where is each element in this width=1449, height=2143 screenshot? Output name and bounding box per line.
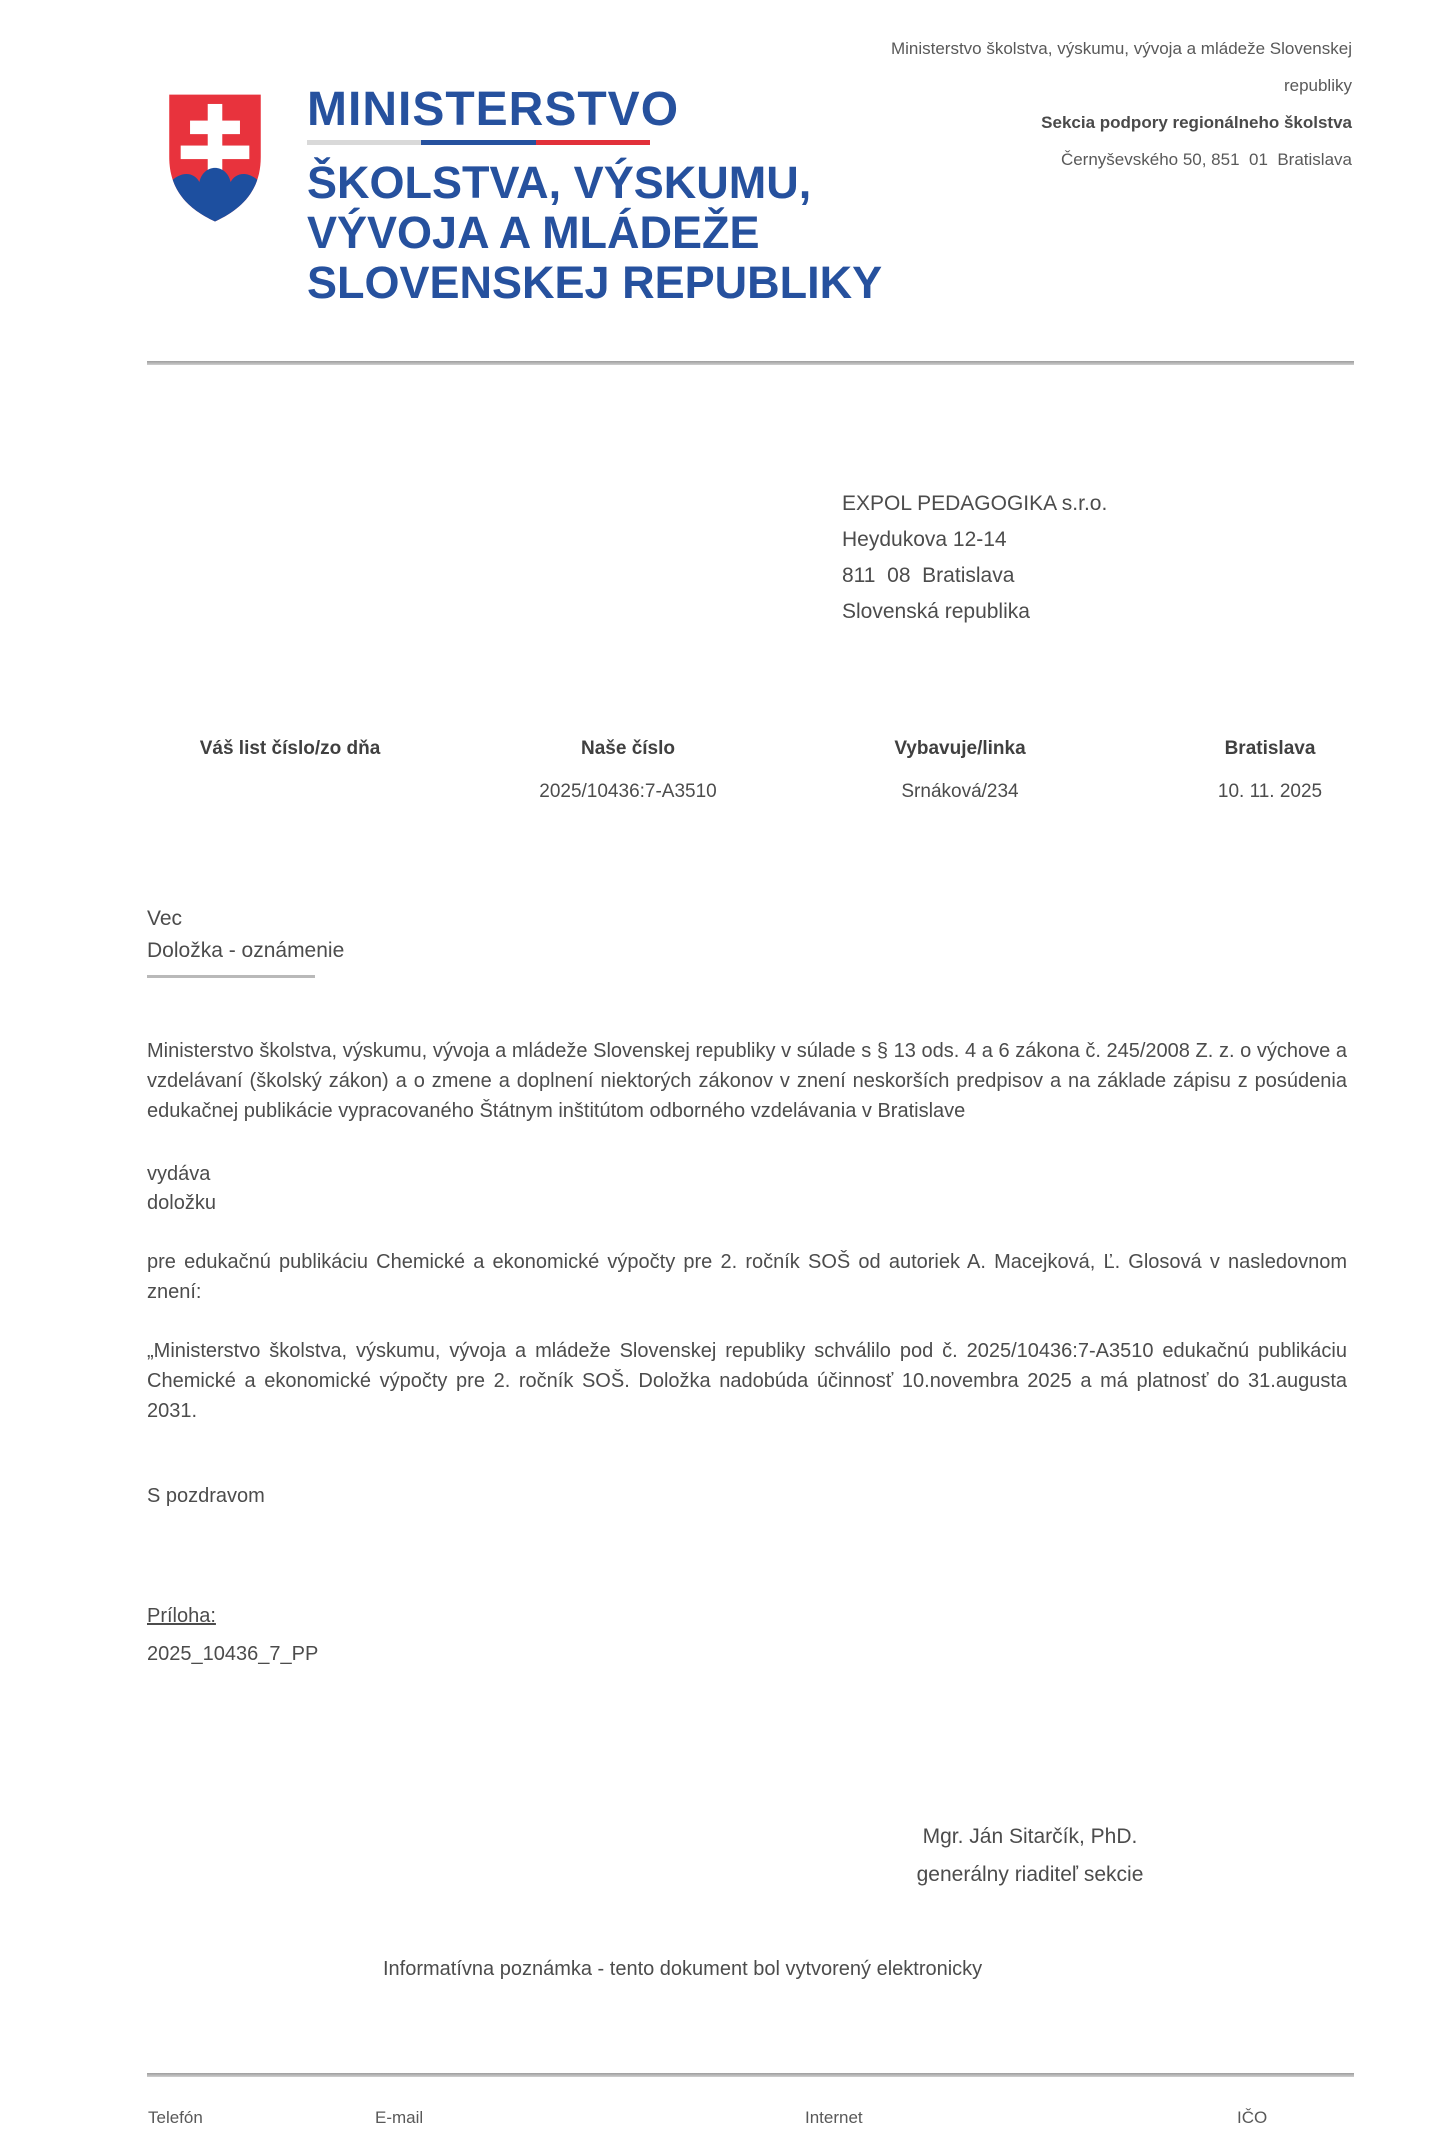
closing-salutation: S pozdravom [147, 1485, 265, 1507]
handled-by-value: Srnáková/234 [901, 781, 1019, 802]
divider-red-segment [536, 140, 650, 145]
subject-label: Vec [147, 907, 183, 930]
recipient-name: EXPOL PEDAGOGIKA s.r.o. [842, 492, 1108, 515]
slovak-coat-of-arms-icon [163, 82, 267, 232]
logo-line-3: VÝVOJA A MLÁDEŽE [307, 207, 760, 258]
body-paragraph-2: pre edukačnú publikáciu Chemické a ekonomické výpočty pre 2. ročník SOŠ od autoriek A. Macejková, Ľ. Glosová v nasledovnom znení: [147, 1251, 1347, 1303]
recipient-address-block [842, 486, 1107, 630]
footer-separator-rule [147, 2073, 1354, 2077]
header-separator-rule [147, 361, 1354, 365]
divider-blue-segment [421, 140, 535, 145]
signature-block [830, 1818, 1230, 1894]
issues-clause-block [147, 1160, 216, 1218]
reference-column-our-ref [468, 738, 788, 803]
signatory-title: generálny riaditeľ sekcie [916, 1863, 1144, 1886]
signatory-name: Mgr. Ján Sitarčík, PhD. [922, 1825, 1138, 1848]
logo-tricolor-divider [307, 140, 650, 145]
footer-label-ico: IČO [1237, 2108, 1268, 2127]
attachment-filename: 2025_10436_7_PP [147, 1643, 319, 1665]
footer-label-internet: Internet [805, 2108, 863, 2127]
recipient-country: Slovenská republika [842, 600, 1030, 623]
attachment-label: Príloha: [147, 1605, 216, 1627]
footer-label-telephone: Telefón [148, 2108, 203, 2127]
date-value: 10. 11. 2025 [1217, 781, 1323, 802]
clause-noun: doložku [147, 1192, 216, 1214]
electronic-document-note: Informatívna poznámka - tento dokument bol vytvorený elektronicky [383, 1958, 983, 1980]
sender-section-name: Sekcia podpory regionálneho školstva [1041, 113, 1352, 132]
logo-line-4: SLOVENSKEJ REPUBLIKY [307, 257, 883, 308]
body-paragraph-1: Ministerstvo školstva, výskumu, vývoja a mládeže Slovenskej republiky v súlade s § 13 ods. 4 a 6 zákona č. 245/2008 Z. z. o výchove a vzdelávaní (školský zákon) a o zmene a doplnení niektorých zákonov v znení neskorších predpisov a na základe zápisu z posúdenia edukačnej publikácie vypracovaného Štátnym inštitútom odborného vzdelávania v Bratislave [147, 1040, 1347, 1122]
reference-column-place-date [1110, 738, 1430, 803]
logo-title: MINISTERSTVO [307, 83, 680, 136]
subject-separator-rule [147, 975, 315, 978]
divider-gray-segment [307, 140, 421, 145]
our-ref-label: Naše číslo [581, 738, 675, 759]
attachment-block [147, 1601, 318, 1669]
logo-line-2: ŠKOLSTVA, VÝSKUMU, [307, 157, 812, 208]
sender-street-address: Černyševského 50, 851 01 Bratislava [1060, 150, 1352, 169]
our-ref-value: 2025/10436:7-A3510 [539, 781, 717, 802]
reference-column-your-ref [130, 738, 450, 781]
recipient-street: Heydukova 12-14 [842, 528, 1007, 551]
footer-label-email: E-mail [375, 2108, 424, 2127]
body-paragraph-quote: „Ministerstvo školstva, výskumu, vývoja a mládeže Slovenskej republiky schválilo pod č. 2025/10436:7-A3510 edukačnú publikáciu Chemické a ekonomické výpočty pre 2. ročník SOŠ. Doložka nadobúda účinnosť 10.novembra 2025 a má platnosť do 31.augusta 2031. [147, 1340, 1347, 1422]
place-label: Bratislava [1224, 738, 1316, 759]
subject-block [147, 903, 344, 967]
issues-verb: vydáva [147, 1163, 211, 1185]
recipient-city: 811 08 Bratislava [842, 564, 1015, 587]
sender-address-block [792, 30, 1352, 178]
subject-value: Doložka - oznámenie [147, 939, 345, 962]
reference-column-handled-by [800, 738, 1120, 803]
your-ref-label: Váš list číslo/zo dňa [199, 738, 381, 759]
handled-by-label: Vybavuje/linka [894, 738, 1026, 759]
sender-line-1: Ministerstvo školstva, výskumu, vývoja a mládeže Slovenskej [890, 39, 1352, 58]
sender-line-2: republiky [1283, 76, 1352, 95]
